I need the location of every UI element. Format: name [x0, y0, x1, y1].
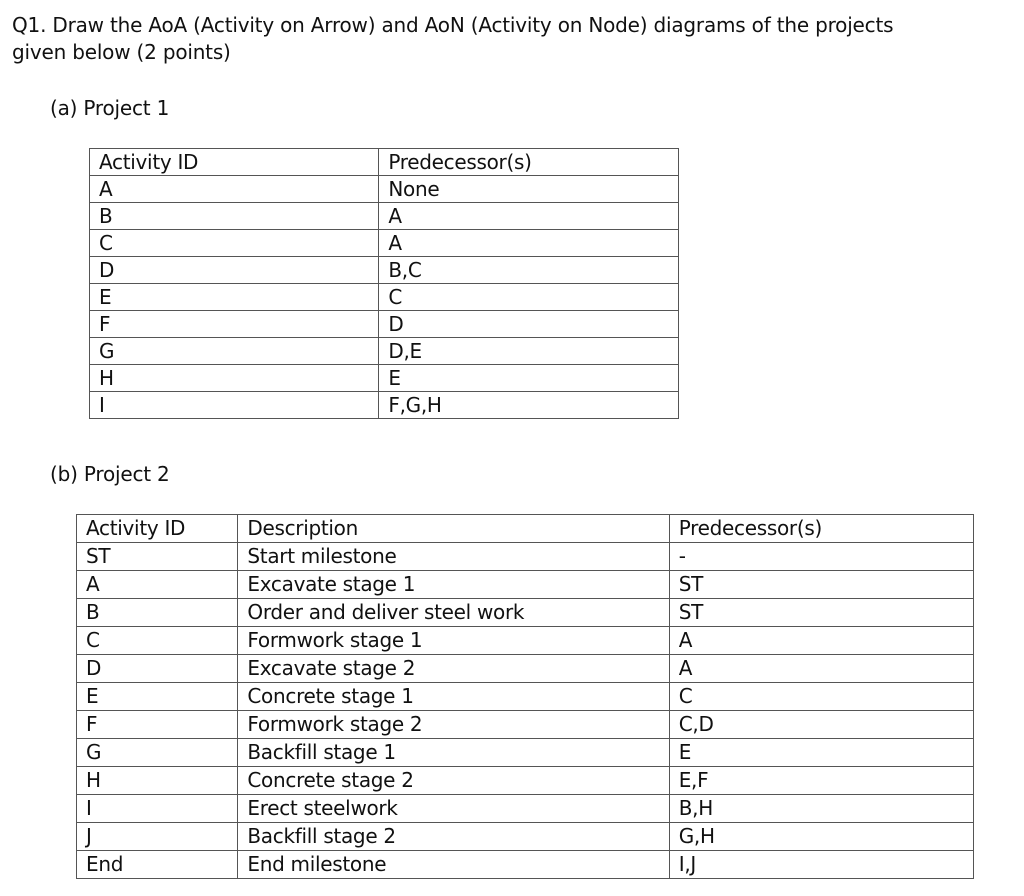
table-row: [90, 338, 679, 365]
table-row: [90, 176, 679, 203]
activity-id-cell: End: [77, 851, 238, 879]
header-activity-id: Activity ID: [90, 149, 379, 176]
project-2-table: [76, 514, 974, 879]
description-cell: Order and deliver steel work: [238, 599, 669, 627]
activity-id-cell: B: [90, 203, 379, 230]
header-activity-id: Activity ID: [77, 515, 238, 543]
activity-id-cell: C: [77, 627, 238, 655]
question-line-1: Q1. Draw the AoA (Activity on Arrow) and AoN (Activity on Node) diagrams of the projects: [12, 13, 894, 37]
table-row: [90, 284, 679, 311]
table-row: [77, 739, 974, 767]
activity-id-cell: I: [90, 392, 379, 419]
table-row: [77, 543, 974, 571]
table-row: [90, 365, 679, 392]
predecessor-cell: D: [379, 311, 679, 338]
table-row: [77, 655, 974, 683]
predecessor-cell: A: [669, 655, 973, 683]
description-cell: Formwork stage 1: [238, 627, 669, 655]
predecessor-cell: E: [669, 739, 973, 767]
activity-id-cell: C: [90, 230, 379, 257]
predecessor-cell: -: [669, 543, 973, 571]
predecessor-cell: E,F: [669, 767, 973, 795]
activity-id-cell: I: [77, 795, 238, 823]
activity-id-cell: ST: [77, 543, 238, 571]
predecessor-cell: D,E: [379, 338, 679, 365]
description-cell: Excavate stage 1: [238, 571, 669, 599]
description-cell: Start milestone: [238, 543, 669, 571]
activity-id-cell: G: [77, 739, 238, 767]
description-cell: Backfill stage 2: [238, 823, 669, 851]
predecessor-cell: None: [379, 176, 679, 203]
table-header-row: [77, 515, 974, 543]
description-cell: Erect steelwork: [238, 795, 669, 823]
table-row: [90, 311, 679, 338]
predecessor-cell: A: [669, 627, 973, 655]
predecessor-cell: C,D: [669, 711, 973, 739]
description-cell: Concrete stage 1: [238, 683, 669, 711]
predecessor-cell: E: [379, 365, 679, 392]
activity-id-cell: F: [77, 711, 238, 739]
activity-id-cell: D: [90, 257, 379, 284]
table-row: [77, 571, 974, 599]
table-row: [90, 392, 679, 419]
table-row: [77, 599, 974, 627]
table-header-row: [90, 149, 679, 176]
project-2-heading: (b) Project 2: [50, 462, 170, 486]
header-description: Description: [238, 515, 669, 543]
activity-id-cell: D: [77, 655, 238, 683]
predecessor-cell: A: [379, 203, 679, 230]
predecessor-cell: I,J: [669, 851, 973, 879]
predecessor-cell: ST: [669, 599, 973, 627]
table-row: [90, 230, 679, 257]
activity-id-cell: A: [77, 571, 238, 599]
project-1-heading: (a) Project 1: [50, 96, 170, 120]
predecessor-cell: B,H: [669, 795, 973, 823]
table-row: [77, 795, 974, 823]
predecessor-cell: F,G,H: [379, 392, 679, 419]
activity-id-cell: F: [90, 311, 379, 338]
table-row: [77, 851, 974, 879]
header-predecessors: Predecessor(s): [669, 515, 973, 543]
table-row: [77, 711, 974, 739]
description-cell: Backfill stage 1: [238, 739, 669, 767]
predecessor-cell: ST: [669, 571, 973, 599]
activity-id-cell: B: [77, 599, 238, 627]
question-text: [12, 12, 972, 66]
predecessor-cell: C: [379, 284, 679, 311]
description-cell: End milestone: [238, 851, 669, 879]
activity-id-cell: H: [90, 365, 379, 392]
description-cell: Excavate stage 2: [238, 655, 669, 683]
question-line-2: given below (2 points): [12, 40, 231, 64]
activity-id-cell: E: [90, 284, 379, 311]
activity-id-cell: A: [90, 176, 379, 203]
header-predecessors: Predecessor(s): [379, 149, 679, 176]
activity-id-cell: E: [77, 683, 238, 711]
table-row: [77, 683, 974, 711]
predecessor-cell: B,C: [379, 257, 679, 284]
table-row: [77, 823, 974, 851]
activity-id-cell: H: [77, 767, 238, 795]
activity-id-cell: J: [77, 823, 238, 851]
predecessor-cell: C: [669, 683, 973, 711]
predecessor-cell: A: [379, 230, 679, 257]
table-row: [77, 767, 974, 795]
description-cell: Concrete stage 2: [238, 767, 669, 795]
table-row: [77, 627, 974, 655]
project-1-table: [89, 148, 679, 419]
predecessor-cell: G,H: [669, 823, 973, 851]
description-cell: Formwork stage 2: [238, 711, 669, 739]
table-row: [90, 257, 679, 284]
activity-id-cell: G: [90, 338, 379, 365]
table-row: [90, 203, 679, 230]
